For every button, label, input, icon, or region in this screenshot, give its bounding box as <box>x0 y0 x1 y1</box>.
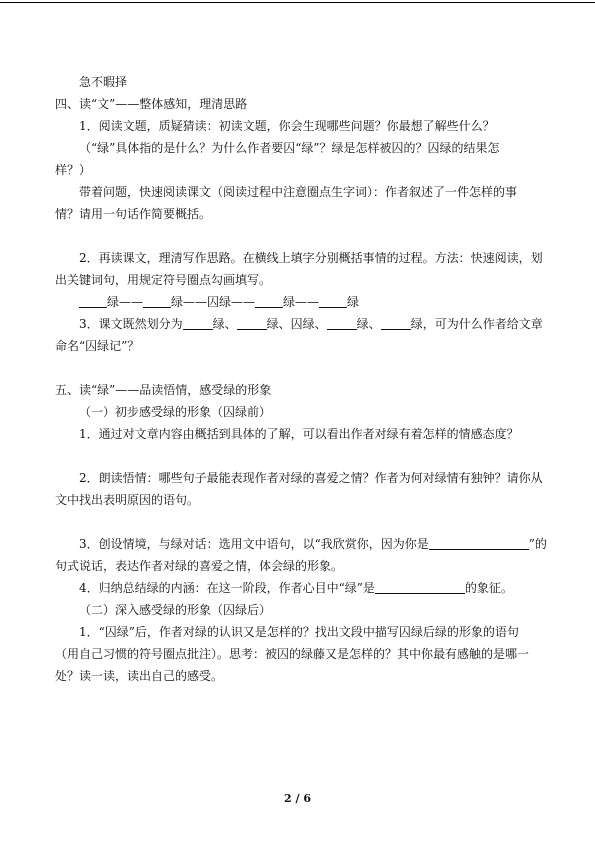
section-five-title: 五、读“绿”——品读悟情，感受绿的形象 <box>55 383 272 397</box>
fill-blank[interactable] <box>237 315 267 330</box>
document-body <box>55 71 545 687</box>
fill-blank[interactable] <box>327 315 357 330</box>
question-text: 句式说话，表达作者对绿的喜爱之情，体会绿的形象。 <box>55 559 344 573</box>
sequence-fill-line <box>55 291 545 313</box>
q-text: 绿、 <box>212 317 237 331</box>
q-text: ”的 <box>528 537 547 551</box>
section-four-title: 四、读“文”——整体感知，理清思路 <box>55 97 248 111</box>
answer-space <box>55 357 545 379</box>
q-text: 绿，可为什么作者给文章 <box>410 317 543 331</box>
question-text: 1．阅读文题，质疑猜读：初读文题，你会生现哪些问题？你最想了解些什么？ <box>79 119 495 133</box>
question-text: 处？读一读，读出自己的感受。 <box>55 669 224 683</box>
question-hint: （“绿”具体指的是什么？为什么作者要囚“绿”？绿是怎样被囚的？囚绿的结果怎 <box>79 141 500 155</box>
fill-blank[interactable] <box>319 293 347 308</box>
seq-text: 绿 <box>347 295 360 309</box>
q-text: 3．课文既然划分为 <box>79 317 183 331</box>
subsection-title: （二）深入感受绿的形象（囚绿后） <box>79 603 272 617</box>
question-text: 1．“囚绿”后，作者对绿的认识又是怎样的？找出文段中描写囚绿后绿的形象的语句 <box>79 625 519 639</box>
question-text: （用自己习惯的符号圈点批注）。思考：被囚的绿藤又是怎样的？其中你最有感触的是哪一 <box>55 647 530 661</box>
question-hint: 样？） <box>55 163 92 177</box>
question-text <box>55 577 545 599</box>
task-text: 带着问题，快速阅读课文（阅读过程中注意圈点生字词）：作者叙述了一件怎样的事 <box>79 185 518 199</box>
question-text: 2．再读课文，理清写作思路。在横线上填字分别概括事情的过程。方法：快速阅读，划 <box>79 251 543 265</box>
question-text: 出关键词句，用规定符号圈点勾画填写。 <box>55 273 272 287</box>
question-text: 命名“囚绿记”？ <box>55 339 140 353</box>
text-line: 急不暇择 <box>79 75 128 89</box>
header-rule <box>0 2 595 3</box>
q-text: 的象征。 <box>464 581 513 595</box>
seq-text: 绿—— <box>107 295 144 309</box>
fill-blank[interactable] <box>381 315 411 330</box>
answer-space <box>55 511 545 533</box>
fill-blank[interactable] <box>375 579 465 594</box>
question-text: 文中找出表明原因的语句。 <box>55 493 200 507</box>
q-text: 绿、 <box>356 317 381 331</box>
task-text: 情？请用一句话作简要概括。 <box>55 207 212 221</box>
q-text: 绿、囚绿、 <box>266 317 327 331</box>
question-text <box>55 533 545 555</box>
fill-blank[interactable] <box>79 293 107 308</box>
fill-blank[interactable] <box>183 315 213 330</box>
q-text: 4．归纳总结绿的内涵：在这一阶段，作者心目中“绿”是 <box>79 581 375 595</box>
question-text: 1．通过对文章内容由概括到具体的了解，可以看出作者对绿有着怎样的情感态度？ <box>79 427 519 441</box>
answer-space <box>55 225 545 247</box>
fill-blank[interactable] <box>429 535 529 550</box>
question-text <box>55 313 545 335</box>
fill-blank[interactable] <box>255 293 283 308</box>
subsection-title: （一）初步感受绿的形象（囚绿前） <box>79 405 272 419</box>
question-text: 2．朗读悟情：哪些句子最能表现作者对绿的喜爱之情？作者为何对绿情有独钟？请你从 <box>79 471 543 485</box>
seq-text: 绿—— <box>283 295 320 309</box>
answer-space <box>55 445 545 467</box>
seq-text: 绿——囚绿—— <box>171 295 256 309</box>
q-text: 3．创设情境，与绿对话：选用文中语句，以“我欣赏你，因为你是 <box>79 537 429 551</box>
fill-blank[interactable] <box>143 293 171 308</box>
page-number: 2 / 6 <box>284 792 311 805</box>
